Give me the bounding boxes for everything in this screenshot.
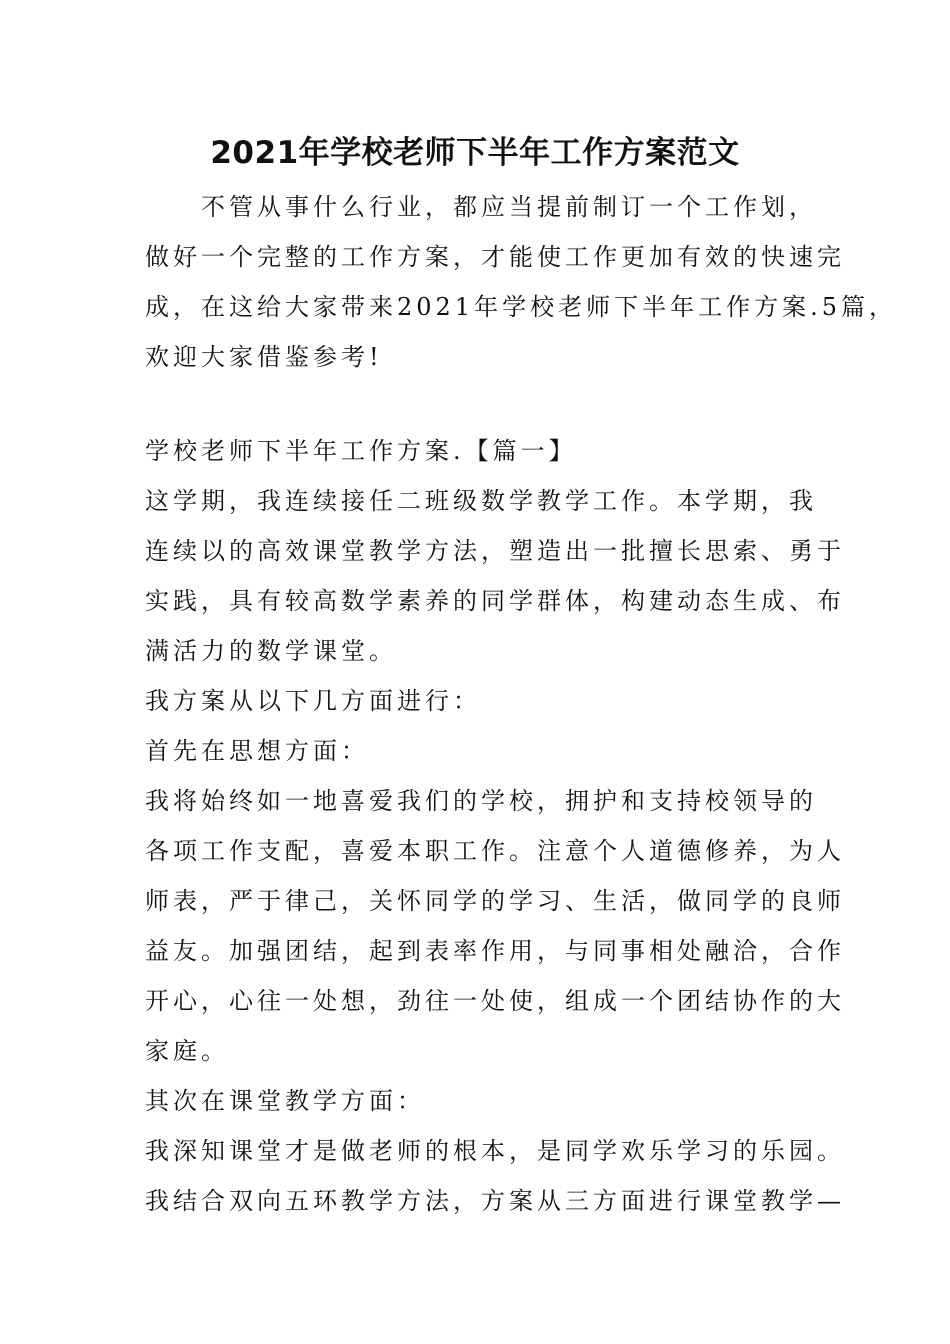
- section-heading: 学校老师下半年工作方案.【篇一】: [145, 437, 577, 465]
- body-line: 其次在课堂教学方面：: [145, 1087, 425, 1115]
- document-title: 2021年学校老师下半年工作方案范文: [210, 135, 740, 171]
- body-line: 连续以的高效课堂教学方法，塑造出一批擅长思索、勇于: [145, 537, 845, 565]
- body-line: 实践，具有较高数学素养的同学群体，构建动态生成、布: [145, 587, 845, 615]
- body-line: 我深知课堂才是做老师的根本，是同学欢乐学习的乐园。: [145, 1137, 845, 1165]
- body-section: [145, 426, 845, 1226]
- intro-line: 不管从事什么行业，都应当提前制订一个工作划，: [145, 193, 817, 221]
- body-line: 开心，心往一处想，劲往一处使，组成一个团结协作的大: [145, 987, 845, 1015]
- body-line: 满活力的数学课堂。: [145, 637, 397, 665]
- body-line: 我结合双向五环教学方法，方案从三方面进行课堂教学—: [145, 1187, 845, 1215]
- body-line: 家庭。: [145, 1037, 229, 1065]
- intro-line: 成，在这给大家带来2021年学校老师下半年工作方案.5篇，: [145, 293, 897, 321]
- body-line: 我将始终如一地喜爱我们的学校，拥护和支持校领导的: [145, 787, 817, 815]
- intro-line: 做好一个完整的工作方案，才能使工作更加有效的快速完: [145, 243, 845, 271]
- intro-paragraph: [145, 182, 897, 382]
- body-line: 各项工作支配，喜爱本职工作。注意个人道德修养，为人: [145, 837, 845, 865]
- body-line: 益友。加强团结，起到表率作用，与同事相处融洽，合作: [145, 937, 845, 965]
- body-line: 首先在思想方面：: [145, 737, 369, 765]
- body-line: 这学期，我连续接任二班级数学教学工作。本学期，我: [145, 487, 817, 515]
- body-line: 师表，严于律己，关怀同学的学习、生活，做同学的良师: [145, 887, 845, 915]
- body-line: 我方案从以下几方面进行：: [145, 687, 481, 715]
- intro-line: 欢迎大家借鉴参考!: [145, 343, 383, 371]
